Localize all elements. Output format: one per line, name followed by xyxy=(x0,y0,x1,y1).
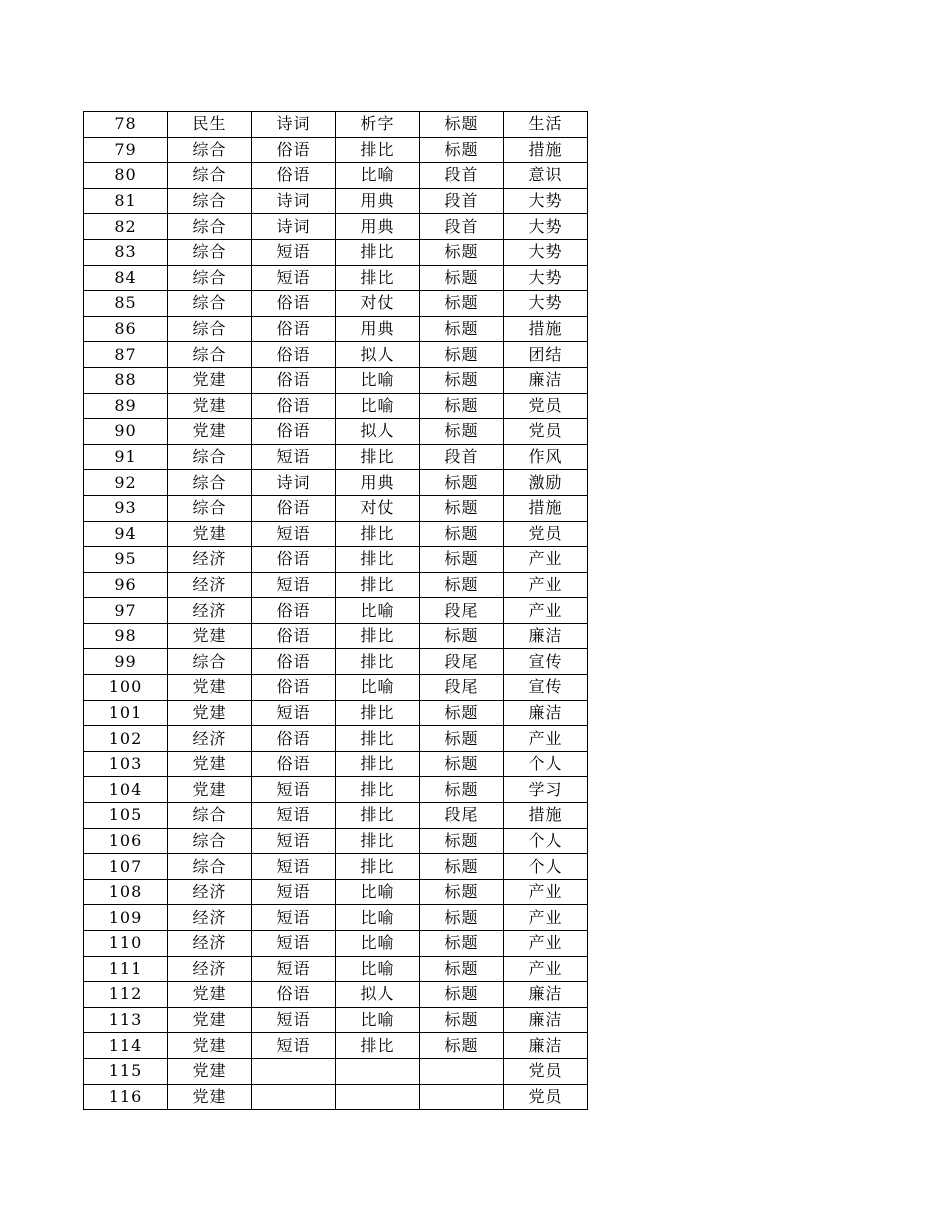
cell-category: 经济 xyxy=(168,547,252,573)
cell-topic: 党员 xyxy=(504,419,588,445)
cell-topic: 个人 xyxy=(504,854,588,880)
table-row xyxy=(84,163,588,189)
table-row xyxy=(84,675,588,701)
cell-category: 党建 xyxy=(168,700,252,726)
cell-number: 92 xyxy=(84,470,168,496)
cell-number: 93 xyxy=(84,495,168,521)
cell-source: 诗词 xyxy=(252,188,336,214)
cell-category: 党建 xyxy=(168,675,252,701)
table-row xyxy=(84,444,588,470)
cell-topic: 团结 xyxy=(504,342,588,368)
cell-number: 106 xyxy=(84,828,168,854)
cell-position: 标题 xyxy=(420,623,504,649)
cell-technique: 对仗 xyxy=(336,291,420,317)
cell-source: 俗语 xyxy=(252,982,336,1008)
cell-technique: 排比 xyxy=(336,547,420,573)
cell-technique: 排比 xyxy=(336,751,420,777)
cell-technique: 用典 xyxy=(336,188,420,214)
cell-topic: 产业 xyxy=(504,931,588,957)
cell-category: 综合 xyxy=(168,828,252,854)
cell-source: 短语 xyxy=(252,521,336,547)
cell-position: 标题 xyxy=(420,547,504,573)
cell-position: 标题 xyxy=(420,854,504,880)
cell-category: 综合 xyxy=(168,854,252,880)
cell-number: 82 xyxy=(84,214,168,240)
cell-topic: 宣传 xyxy=(504,675,588,701)
cell-source: 俗语 xyxy=(252,419,336,445)
cell-category: 综合 xyxy=(168,239,252,265)
cell-technique: 比喻 xyxy=(336,598,420,624)
cell-technique xyxy=(336,1084,420,1110)
cell-position: 标题 xyxy=(420,470,504,496)
cell-technique: 排比 xyxy=(336,828,420,854)
cell-technique: 排比 xyxy=(336,726,420,752)
cell-position: 标题 xyxy=(420,700,504,726)
table-row xyxy=(84,931,588,957)
cell-technique: 拟人 xyxy=(336,419,420,445)
cell-position: 标题 xyxy=(420,239,504,265)
cell-source: 俗语 xyxy=(252,751,336,777)
table-row xyxy=(84,572,588,598)
cell-category: 综合 xyxy=(168,163,252,189)
cell-number: 97 xyxy=(84,598,168,624)
table-row xyxy=(84,188,588,214)
table-row xyxy=(84,751,588,777)
cell-position: 段首 xyxy=(420,444,504,470)
cell-topic: 廉洁 xyxy=(504,623,588,649)
cell-number: 83 xyxy=(84,239,168,265)
cell-category: 综合 xyxy=(168,214,252,240)
table-row xyxy=(84,316,588,342)
cell-topic: 措施 xyxy=(504,803,588,829)
cell-position: 标题 xyxy=(420,956,504,982)
table-body xyxy=(84,112,588,1110)
cell-technique: 排比 xyxy=(336,239,420,265)
table-row xyxy=(84,393,588,419)
cell-source: 短语 xyxy=(252,905,336,931)
cell-topic: 生活 xyxy=(504,112,588,138)
cell-category: 党建 xyxy=(168,777,252,803)
cell-topic: 大势 xyxy=(504,214,588,240)
cell-topic: 措施 xyxy=(504,495,588,521)
table-row xyxy=(84,623,588,649)
cell-source: 诗词 xyxy=(252,470,336,496)
cell-number: 96 xyxy=(84,572,168,598)
cell-topic: 产业 xyxy=(504,905,588,931)
cell-position: 标题 xyxy=(420,777,504,803)
cell-technique: 排比 xyxy=(336,137,420,163)
table-row xyxy=(84,342,588,368)
cell-topic: 廉洁 xyxy=(504,1033,588,1059)
cell-position: 段首 xyxy=(420,188,504,214)
cell-position: 标题 xyxy=(420,905,504,931)
cell-number: 109 xyxy=(84,905,168,931)
cell-topic: 党员 xyxy=(504,1058,588,1084)
cell-source: 短语 xyxy=(252,777,336,803)
cell-number: 80 xyxy=(84,163,168,189)
cell-number: 114 xyxy=(84,1033,168,1059)
cell-number: 85 xyxy=(84,291,168,317)
table-row xyxy=(84,803,588,829)
cell-position: 标题 xyxy=(420,342,504,368)
cell-position: 标题 xyxy=(420,726,504,752)
cell-position: 标题 xyxy=(420,137,504,163)
cell-number: 91 xyxy=(84,444,168,470)
cell-source: 短语 xyxy=(252,239,336,265)
cell-technique: 用典 xyxy=(336,470,420,496)
cell-position: 标题 xyxy=(420,495,504,521)
cell-technique: 排比 xyxy=(336,265,420,291)
cell-topic: 大势 xyxy=(504,265,588,291)
cell-technique: 用典 xyxy=(336,214,420,240)
cell-position: 段首 xyxy=(420,214,504,240)
cell-source: 俗语 xyxy=(252,726,336,752)
cell-source: 短语 xyxy=(252,803,336,829)
table-row xyxy=(84,777,588,803)
cell-position: 标题 xyxy=(420,879,504,905)
cell-technique: 排比 xyxy=(336,623,420,649)
cell-number: 88 xyxy=(84,367,168,393)
cell-topic: 大势 xyxy=(504,188,588,214)
cell-technique: 排比 xyxy=(336,700,420,726)
cell-technique: 用典 xyxy=(336,316,420,342)
cell-source: 俗语 xyxy=(252,623,336,649)
cell-source: 短语 xyxy=(252,854,336,880)
table-row xyxy=(84,495,588,521)
cell-number: 78 xyxy=(84,112,168,138)
cell-source: 俗语 xyxy=(252,598,336,624)
cell-technique: 比喻 xyxy=(336,163,420,189)
table-row xyxy=(84,598,588,624)
cell-number: 115 xyxy=(84,1058,168,1084)
cell-topic: 产业 xyxy=(504,879,588,905)
cell-category: 党建 xyxy=(168,521,252,547)
cell-category: 党建 xyxy=(168,982,252,1008)
cell-source: 短语 xyxy=(252,700,336,726)
cell-number: 84 xyxy=(84,265,168,291)
table-row xyxy=(84,982,588,1008)
table-row xyxy=(84,239,588,265)
cell-source: 短语 xyxy=(252,879,336,905)
cell-source: 俗语 xyxy=(252,316,336,342)
cell-source: 俗语 xyxy=(252,547,336,573)
cell-number: 98 xyxy=(84,623,168,649)
cell-position xyxy=(420,1084,504,1110)
cell-source xyxy=(252,1058,336,1084)
cell-technique: 析字 xyxy=(336,112,420,138)
cell-technique: 比喻 xyxy=(336,905,420,931)
cell-technique: 比喻 xyxy=(336,367,420,393)
cell-technique: 比喻 xyxy=(336,1007,420,1033)
table-row xyxy=(84,879,588,905)
table-row xyxy=(84,1084,588,1110)
cell-category: 综合 xyxy=(168,470,252,496)
cell-category: 综合 xyxy=(168,803,252,829)
table-row xyxy=(84,521,588,547)
cell-category: 党建 xyxy=(168,1007,252,1033)
cell-source: 俗语 xyxy=(252,137,336,163)
cell-topic: 产业 xyxy=(504,956,588,982)
cell-category: 党建 xyxy=(168,1058,252,1084)
cell-number: 90 xyxy=(84,419,168,445)
cell-technique: 比喻 xyxy=(336,393,420,419)
cell-topic: 产业 xyxy=(504,547,588,573)
cell-position: 段尾 xyxy=(420,803,504,829)
table-row xyxy=(84,137,588,163)
cell-topic: 个人 xyxy=(504,751,588,777)
cell-technique: 比喻 xyxy=(336,675,420,701)
cell-topic: 措施 xyxy=(504,137,588,163)
cell-source: 俗语 xyxy=(252,393,336,419)
cell-topic: 产业 xyxy=(504,726,588,752)
cell-topic: 意识 xyxy=(504,163,588,189)
cell-category: 党建 xyxy=(168,419,252,445)
table-row xyxy=(84,214,588,240)
cell-technique: 对仗 xyxy=(336,495,420,521)
cell-number: 94 xyxy=(84,521,168,547)
cell-category: 党建 xyxy=(168,1084,252,1110)
cell-source: 短语 xyxy=(252,1033,336,1059)
cell-number: 100 xyxy=(84,675,168,701)
cell-position: 标题 xyxy=(420,751,504,777)
cell-source: 短语 xyxy=(252,1007,336,1033)
cell-technique: 排比 xyxy=(336,854,420,880)
cell-category: 经济 xyxy=(168,572,252,598)
table-row xyxy=(84,112,588,138)
cell-topic: 产业 xyxy=(504,598,588,624)
cell-source: 俗语 xyxy=(252,342,336,368)
cell-source xyxy=(252,1084,336,1110)
table-row xyxy=(84,1007,588,1033)
cell-position: 段首 xyxy=(420,163,504,189)
cell-category: 经济 xyxy=(168,879,252,905)
cell-topic: 作风 xyxy=(504,444,588,470)
cell-source: 短语 xyxy=(252,265,336,291)
cell-topic: 党员 xyxy=(504,1084,588,1110)
cell-position: 标题 xyxy=(420,521,504,547)
table-row xyxy=(84,700,588,726)
cell-number: 108 xyxy=(84,879,168,905)
cell-technique: 排比 xyxy=(336,649,420,675)
table-row xyxy=(84,956,588,982)
table-row xyxy=(84,291,588,317)
cell-technique: 拟人 xyxy=(336,342,420,368)
cell-number: 112 xyxy=(84,982,168,1008)
cell-position: 标题 xyxy=(420,265,504,291)
cell-category: 党建 xyxy=(168,751,252,777)
table-row xyxy=(84,828,588,854)
cell-source: 俗语 xyxy=(252,649,336,675)
cell-technique: 比喻 xyxy=(336,956,420,982)
cell-number: 102 xyxy=(84,726,168,752)
cell-source: 俗语 xyxy=(252,675,336,701)
cell-source: 诗词 xyxy=(252,112,336,138)
cell-position: 标题 xyxy=(420,419,504,445)
table-row xyxy=(84,1033,588,1059)
cell-number: 81 xyxy=(84,188,168,214)
cell-category: 经济 xyxy=(168,726,252,752)
cell-topic: 党员 xyxy=(504,521,588,547)
cell-position: 标题 xyxy=(420,931,504,957)
table-row xyxy=(84,1058,588,1084)
cell-topic: 学习 xyxy=(504,777,588,803)
cell-position: 段尾 xyxy=(420,598,504,624)
cell-number: 79 xyxy=(84,137,168,163)
cell-category: 综合 xyxy=(168,444,252,470)
cell-number: 95 xyxy=(84,547,168,573)
cell-source: 短语 xyxy=(252,956,336,982)
table-row xyxy=(84,470,588,496)
cell-number: 89 xyxy=(84,393,168,419)
cell-number: 113 xyxy=(84,1007,168,1033)
cell-category: 党建 xyxy=(168,623,252,649)
cell-position: 标题 xyxy=(420,367,504,393)
cell-technique: 排比 xyxy=(336,1033,420,1059)
cell-number: 103 xyxy=(84,751,168,777)
cell-number: 104 xyxy=(84,777,168,803)
cell-number: 101 xyxy=(84,700,168,726)
cell-category: 经济 xyxy=(168,598,252,624)
cell-category: 综合 xyxy=(168,495,252,521)
cell-source: 俗语 xyxy=(252,291,336,317)
cell-source: 俗语 xyxy=(252,367,336,393)
cell-number: 86 xyxy=(84,316,168,342)
table-row xyxy=(84,649,588,675)
cell-category: 综合 xyxy=(168,342,252,368)
cell-technique: 排比 xyxy=(336,521,420,547)
cell-source: 俗语 xyxy=(252,495,336,521)
cell-technique: 排比 xyxy=(336,777,420,803)
cell-number: 87 xyxy=(84,342,168,368)
cell-number: 99 xyxy=(84,649,168,675)
cell-category: 经济 xyxy=(168,956,252,982)
cell-category: 综合 xyxy=(168,188,252,214)
cell-category: 经济 xyxy=(168,931,252,957)
cell-topic: 措施 xyxy=(504,316,588,342)
cell-technique: 比喻 xyxy=(336,931,420,957)
cell-position: 标题 xyxy=(420,982,504,1008)
cell-topic: 党员 xyxy=(504,393,588,419)
cell-position: 段尾 xyxy=(420,649,504,675)
cell-position: 标题 xyxy=(420,393,504,419)
cell-source: 短语 xyxy=(252,828,336,854)
cell-topic: 宣传 xyxy=(504,649,588,675)
table-row xyxy=(84,265,588,291)
cell-source: 短语 xyxy=(252,572,336,598)
cell-position: 标题 xyxy=(420,1033,504,1059)
table-row xyxy=(84,547,588,573)
cell-topic: 激励 xyxy=(504,470,588,496)
cell-position: 标题 xyxy=(420,316,504,342)
cell-technique xyxy=(336,1058,420,1084)
cell-topic: 个人 xyxy=(504,828,588,854)
table-row xyxy=(84,854,588,880)
cell-category: 经济 xyxy=(168,905,252,931)
cell-position: 标题 xyxy=(420,572,504,598)
table-row xyxy=(84,905,588,931)
cell-technique: 排比 xyxy=(336,444,420,470)
cell-number: 116 xyxy=(84,1084,168,1110)
cell-topic: 大势 xyxy=(504,239,588,265)
cell-topic: 廉洁 xyxy=(504,367,588,393)
cell-category: 党建 xyxy=(168,1033,252,1059)
table-row xyxy=(84,726,588,752)
cell-position xyxy=(420,1058,504,1084)
cell-topic: 廉洁 xyxy=(504,700,588,726)
table-row xyxy=(84,367,588,393)
cell-category: 综合 xyxy=(168,137,252,163)
cell-position: 标题 xyxy=(420,828,504,854)
cell-technique: 排比 xyxy=(336,803,420,829)
cell-position: 标题 xyxy=(420,1007,504,1033)
cell-category: 民生 xyxy=(168,112,252,138)
cell-category: 党建 xyxy=(168,367,252,393)
cell-number: 111 xyxy=(84,956,168,982)
table-row xyxy=(84,419,588,445)
cell-position: 标题 xyxy=(420,112,504,138)
cell-topic: 廉洁 xyxy=(504,1007,588,1033)
cell-technique: 排比 xyxy=(336,572,420,598)
cell-number: 110 xyxy=(84,931,168,957)
cell-position: 段尾 xyxy=(420,675,504,701)
cell-number: 105 xyxy=(84,803,168,829)
cell-topic: 大势 xyxy=(504,291,588,317)
data-table xyxy=(83,111,588,1110)
cell-source: 短语 xyxy=(252,444,336,470)
cell-technique: 拟人 xyxy=(336,982,420,1008)
cell-source: 诗词 xyxy=(252,214,336,240)
cell-topic: 廉洁 xyxy=(504,982,588,1008)
cell-category: 党建 xyxy=(168,393,252,419)
cell-number: 107 xyxy=(84,854,168,880)
cell-topic: 产业 xyxy=(504,572,588,598)
cell-source: 俗语 xyxy=(252,163,336,189)
cell-category: 综合 xyxy=(168,265,252,291)
cell-source: 短语 xyxy=(252,931,336,957)
cell-technique: 比喻 xyxy=(336,879,420,905)
cell-category: 综合 xyxy=(168,291,252,317)
cell-position: 标题 xyxy=(420,291,504,317)
cell-category: 综合 xyxy=(168,649,252,675)
cell-category: 综合 xyxy=(168,316,252,342)
